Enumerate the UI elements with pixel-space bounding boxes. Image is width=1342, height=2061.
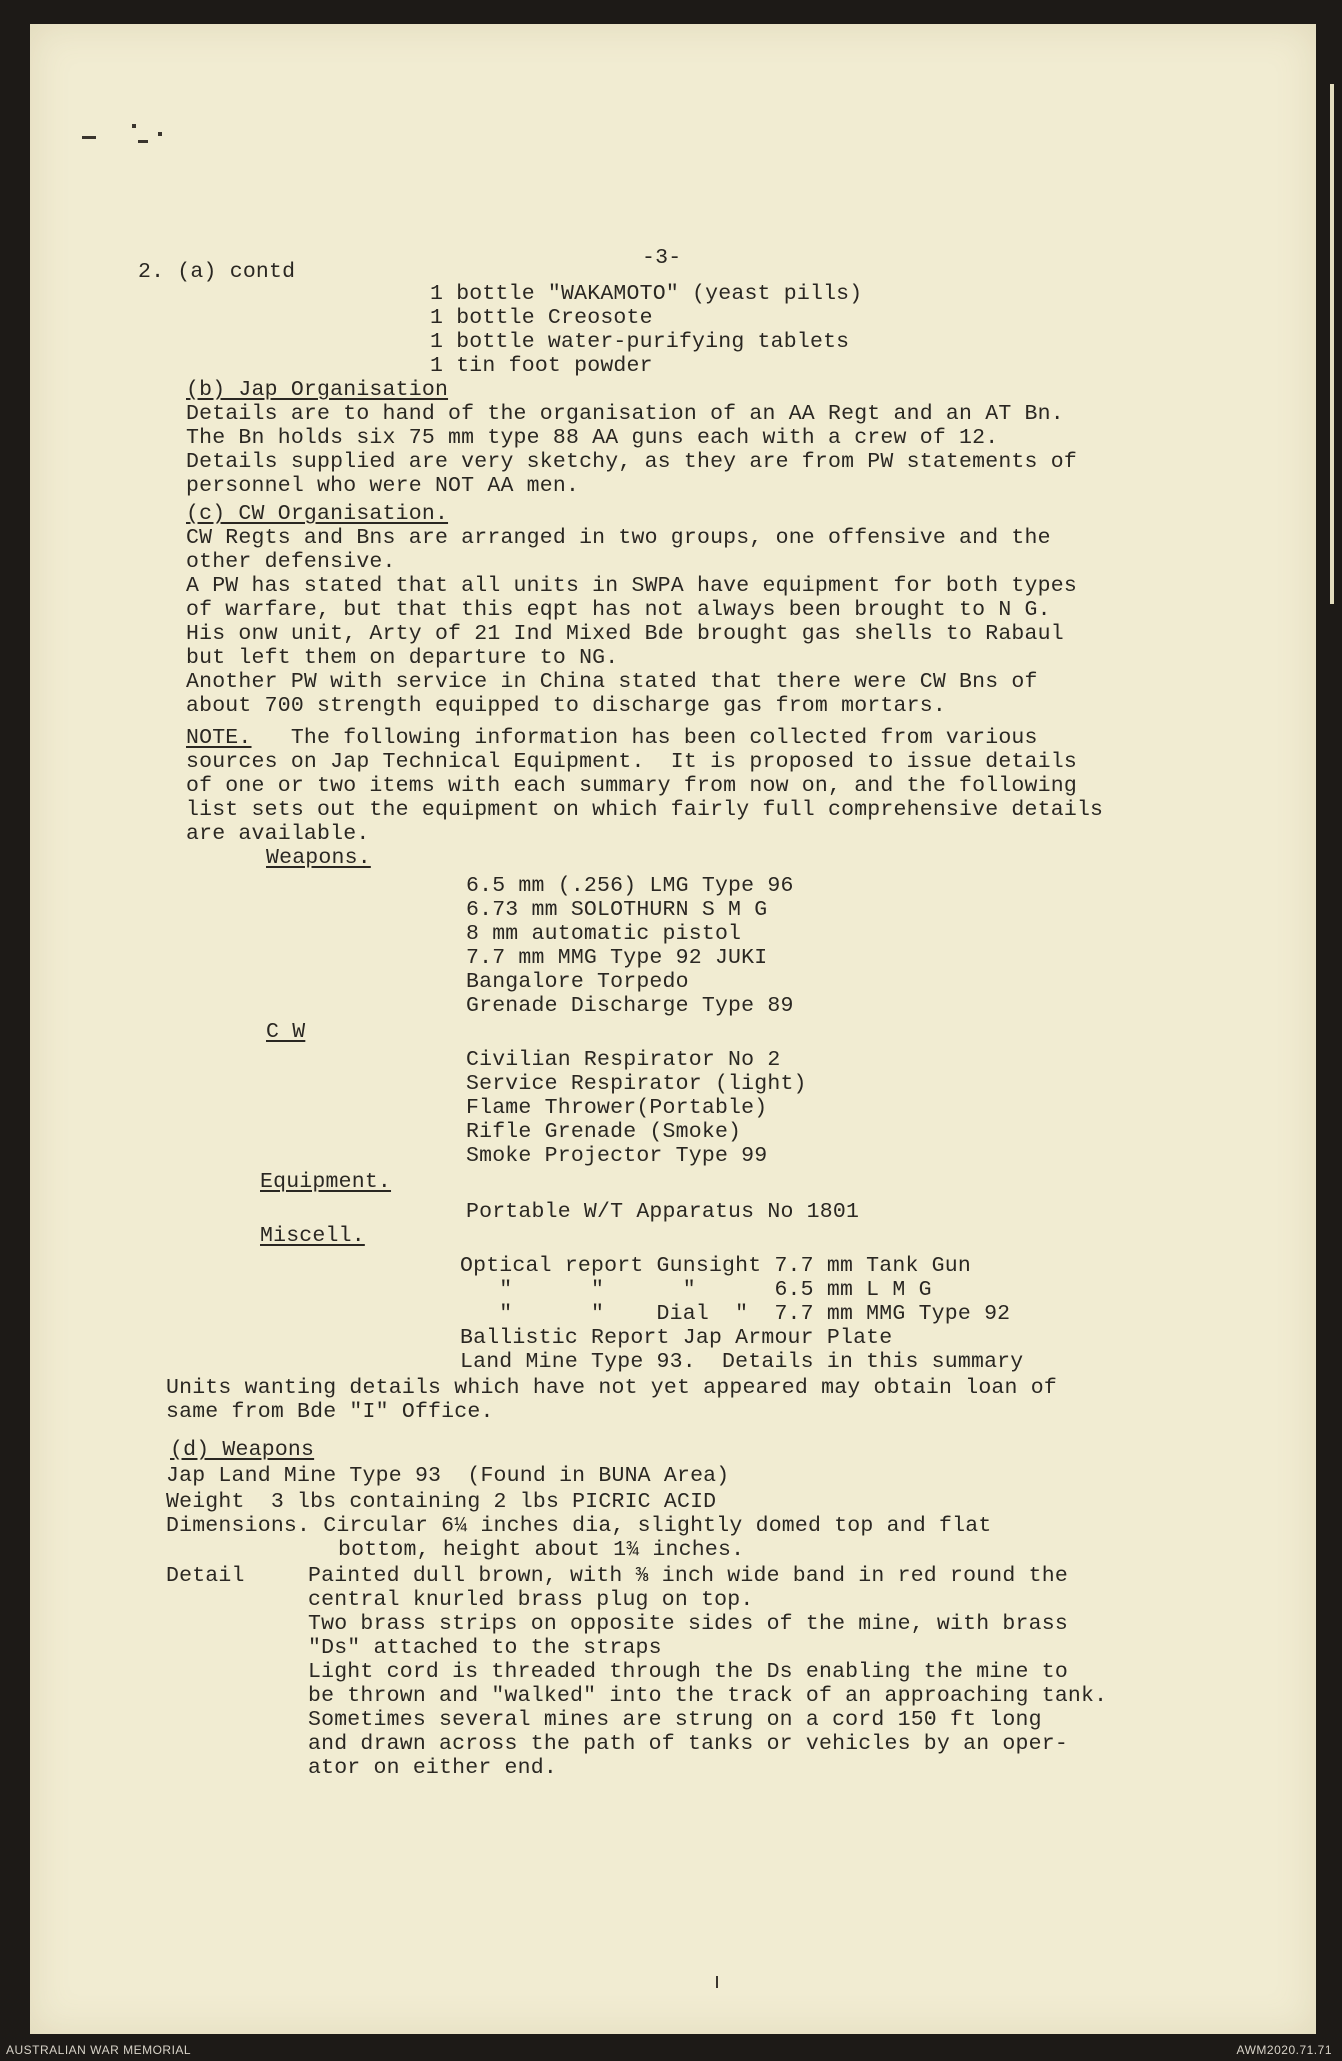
note-text: The following information has been collected from various: [251, 726, 1038, 750]
weapons-heading: Weapons.: [266, 846, 371, 870]
cw-org-line: other defensive.: [186, 550, 396, 574]
note-first-line: [186, 726, 1038, 750]
miscell-item: Land Mine Type 93. Details in this summary: [460, 1350, 1024, 1374]
cw-org-heading: (c) CW Organisation.: [186, 502, 449, 526]
cw-org-line: CW Regts and Bns are arranged in two groups, one offensive and the: [186, 526, 1051, 550]
ink-speck: [716, 1976, 718, 1988]
cw-heading: C W: [266, 1020, 306, 1044]
cw-org-line: but left them on departure to NG.: [186, 646, 619, 670]
detail-line: Sometimes several mines are strung on a cord 150 ft long: [308, 1708, 1042, 1732]
ink-speck: [132, 124, 136, 128]
weapon-item: 7.7 mm MMG Type 92 JUKI: [466, 946, 768, 970]
kit-item: 1 bottle Creosote: [430, 306, 653, 330]
equipment-item: Portable W/T Apparatus No 1801: [466, 1200, 860, 1224]
footer-source: AUSTRALIAN WAR MEMORIAL: [6, 2043, 192, 2057]
cw-org-line: of warfare, but that this eqpt has not always been brought to N G.: [186, 598, 1051, 622]
paper-fold: [1330, 84, 1334, 604]
page-number: -3-: [642, 246, 682, 270]
note-line: sources on Jap Technical Equipment. It is proposed to issue details: [186, 750, 1077, 774]
detail-line: be thrown and "walked" into the track of an approaching tank.: [308, 1684, 1108, 1708]
detail-line: Light cord is threaded through the Ds enabling the mine to: [308, 1660, 1068, 1684]
cw-org-line: about 700 strength equipped to discharge gas from mortars.: [186, 694, 946, 718]
ink-speck: [158, 132, 162, 136]
document-page: [30, 24, 1316, 2034]
miscell-item: Optical report Gunsight 7.7 mm Tank Gun: [460, 1254, 971, 1278]
kit-item: 1 tin foot powder: [430, 354, 653, 378]
weapon-item: 6.73 mm SOLOTHURN S M G: [466, 898, 768, 922]
miscell-heading: Miscell.: [260, 1224, 365, 1248]
miscell-item: Ballistic Report Jap Armour Plate: [460, 1326, 893, 1350]
note-line: of one or two items with each summary from now on, and the following: [186, 774, 1077, 798]
weapon-item: Grenade Discharge Type 89: [466, 994, 794, 1018]
ink-speck: [82, 136, 96, 139]
jap-org-line: personnel who were NOT AA men.: [186, 474, 580, 498]
weapons-section-heading: (d) Weapons: [170, 1438, 315, 1462]
units-note-line: same from Bde "I" Office.: [166, 1400, 494, 1424]
cw-item: Flame Thrower(Portable): [466, 1096, 768, 1120]
mine-dimensions-cont: bottom, height about 1¾ inches.: [338, 1538, 745, 1562]
detail-line: ator on either end.: [308, 1756, 557, 1780]
cw-org-line: His onw unit, Arty of 21 Ind Mixed Bde brought gas shells to Rabaul: [186, 622, 1064, 646]
detail-line: "Ds" attached to the straps: [308, 1636, 662, 1660]
jap-org-line: Details are to hand of the organisation of an AA Regt and an AT Bn.: [186, 402, 1064, 426]
note-line: list sets out the equipment on which fairly full comprehensive details: [186, 798, 1104, 822]
section-ref: 2. (a) contd: [138, 260, 296, 284]
weapon-item: 6.5 mm (.256) LMG Type 96: [466, 874, 794, 898]
mine-title: Jap Land Mine Type 93 (Found in BUNA Area): [166, 1464, 730, 1488]
miscell-item: " " " 6.5 mm L M G: [460, 1278, 932, 1302]
detail-line: and drawn across the path of tanks or vehicles by an oper-: [308, 1732, 1068, 1756]
cw-org-line: Another PW with service in China stated that there were CW Bns of: [186, 670, 1038, 694]
units-note-line: Units wanting details which have not yet appeared may obtain loan of: [166, 1376, 1057, 1400]
cw-item: Smoke Projector Type 99: [466, 1144, 768, 1168]
archive-footer: [0, 2039, 1342, 2061]
equipment-heading: Equipment.: [260, 1170, 392, 1194]
kit-item: 1 bottle "WAKAMOTO" (yeast pills): [430, 282, 863, 306]
cw-item: Service Respirator (light): [466, 1072, 807, 1096]
detail-line: Painted dull brown, with ⅜ inch wide band in red round the: [308, 1564, 1068, 1588]
detail-label: Detail: [166, 1564, 245, 1588]
kit-item: 1 bottle water-purifying tablets: [430, 330, 850, 354]
weapon-item: 8 mm automatic pistol: [466, 922, 742, 946]
cw-item: Rifle Grenade (Smoke): [466, 1120, 742, 1144]
mine-weight: Weight 3 lbs containing 2 lbs PICRIC ACID: [166, 1490, 717, 1514]
footer-accession: AWM2020.71.71: [1236, 2043, 1332, 2057]
jap-org-heading: (b) Jap Organisation: [186, 378, 449, 402]
cw-org-line: A PW has stated that all units in SWPA have equipment for both types: [186, 574, 1077, 598]
detail-line: central knurled brass plug on top.: [308, 1588, 754, 1612]
detail-line: Two brass strips on opposite sides of the mine, with brass: [308, 1612, 1068, 1636]
jap-org-line: Details supplied are very sketchy, as they are from PW statements of: [186, 450, 1077, 474]
jap-org-line: The Bn holds six 75 mm type 88 AA guns each with a crew of 12.: [186, 426, 999, 450]
miscell-item: " " Dial " 7.7 mm MMG Type 92: [460, 1302, 1011, 1326]
note-label: NOTE.: [186, 726, 252, 750]
weapon-item: Bangalore Torpedo: [466, 970, 689, 994]
ink-speck: [138, 140, 148, 143]
mine-dimensions: Dimensions. Circular 6¼ inches dia, slightly domed top and flat: [166, 1514, 992, 1538]
note-line: are available.: [186, 822, 370, 846]
cw-item: Civilian Respirator No 2: [466, 1048, 781, 1072]
